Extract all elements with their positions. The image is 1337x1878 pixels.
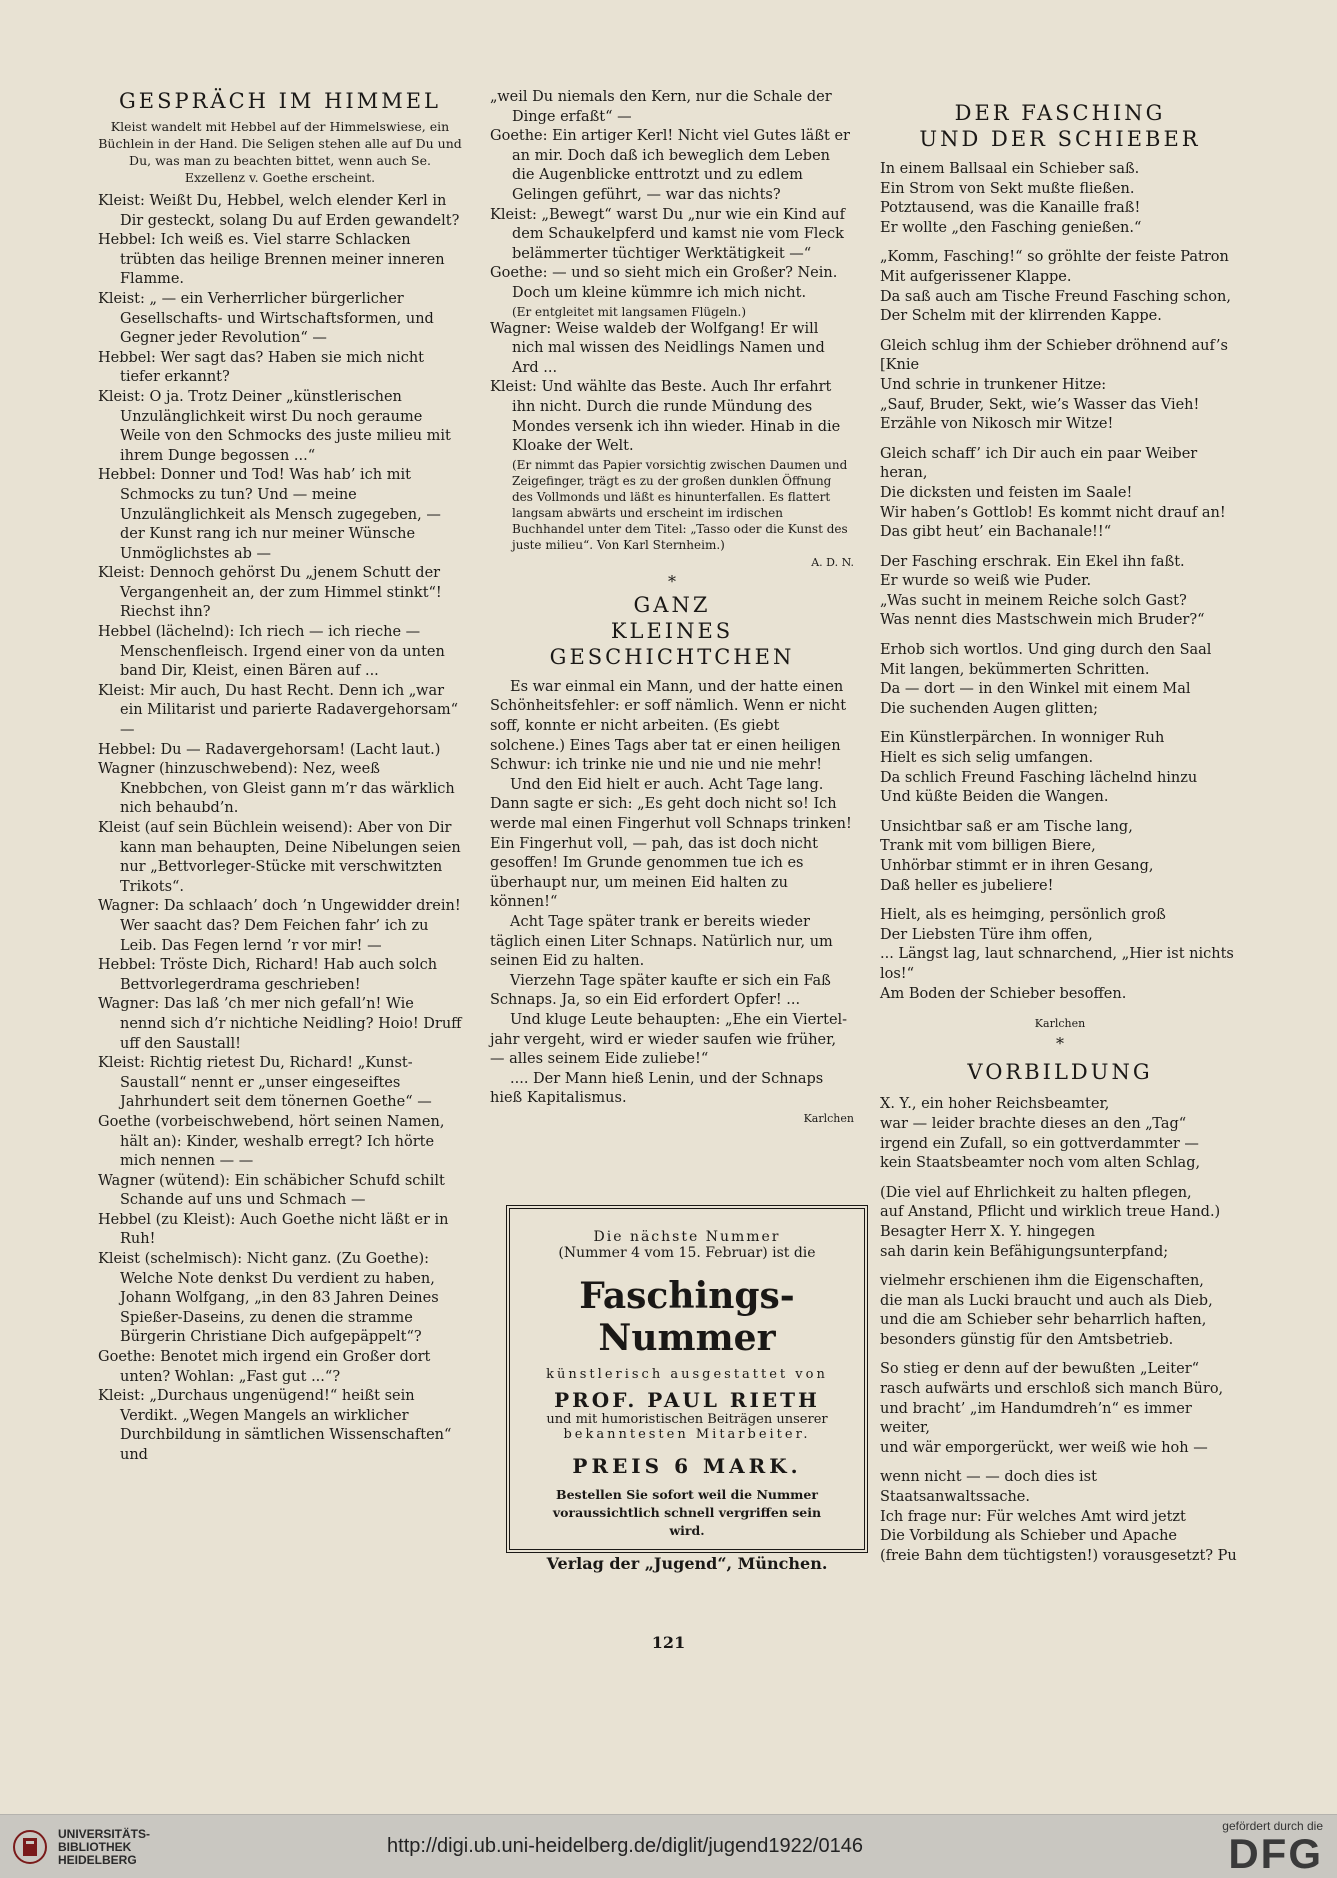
dialogue-line: Goethe: — und so sieht mich ein Großer? Nein. Doch um kleine kümmre ich mich nicht. xyxy=(490,265,838,301)
page-number: 121 xyxy=(651,1633,686,1652)
advert-price: PREIS 6 MARK. xyxy=(572,1454,802,1478)
dialogue-line: Goethe (vorbeischwebend, hört seinen Namen, hält an): Kinder, weshalb erregt? Ich hörte mich nennen — — xyxy=(98,1113,445,1170)
poem-stanza: Gleich schlug ihm der Schieber dröhnend auf’s [Knie Und schrie in trunkener Hitze: „Sauf, Bruder, Sekt, wie’s Wasser das Vieh! Erzähle von Nikosch mir Witze! xyxy=(880,337,1228,433)
article-intro: Kleist wandelt mit Hebbel auf der Himmelswiese, ein Büchlein in der Hand. Die Seligen stehen alle auf Du und Du, was man zu beachten bittet, wenn auch Se. Exzellenz v. Goethe erscheint. xyxy=(98,119,462,185)
story-paragraph: Und kluge Leute behaupten: „Ehe ein Viertel-jahr vergeht, wird er wieder saufen wie früher, — alles seinem Eide zuliebe!“ xyxy=(490,1011,848,1068)
university-logo-icon xyxy=(12,1829,48,1865)
article-title-ganz: GANZ xyxy=(633,592,711,617)
advert-line-6b: bekanntesten Mitarbeiter. xyxy=(563,1427,811,1442)
article-title-geschichtchen: KLEINES GESCHICHTCHEN xyxy=(549,618,795,669)
poem-stanzas xyxy=(880,160,1240,1004)
dialogue-line: Hebbel (zu Kleist): Auch Goethe nicht läßt er in Ruh! xyxy=(98,1211,449,1248)
poem-title-fasching: DER FASCHING xyxy=(954,101,1166,125)
poem-stanza: Der Fasching erschrak. Ein Ekel ihn faßt. Er wurde so weiß wie Puder. „Was sucht in meinem Reiche solch Gast? Was nennt dies Mastschwein mich Bruder?“ xyxy=(880,553,1205,629)
poem-stanza: Ein Künstlerpärchen. In wonniger Ruh Hielt es sich selig umfangen. Da schlich Freund Fasching lächelnd hinzu Und küßte Beiden die Wangen. xyxy=(880,730,1198,806)
library-name-line-2: BIBLIOTHEK xyxy=(58,1840,132,1854)
poem-stanzas-vorbildung xyxy=(880,1095,1240,1566)
dialogue-line: Hebbel (lächelnd): Ich riech — ich rieche — Menschenfleisch. Irgend einer von da unten band Dir, Kleist, einen Bären auf ... xyxy=(98,624,445,680)
article-title-gespraech: GESPRÄCH IM HIMMEL xyxy=(118,89,442,113)
dialogue-line: Kleist (auf sein Büchlein weisend): Aber von Dir kann man behaupten, Deine Nibelungen seien nur „Bettvorleger-Stücke mit verschwitzten Trikots“. xyxy=(98,820,461,895)
right-column xyxy=(880,88,1240,1576)
dialogue-line: Hebbel: Donner und Tod! Was hab’ ich mit Schmocks zu tun? Und — meine Unzulänglichkeit als Mensch zugegeben, — der Kunst rang ich nur meiner Wünsche Unmöglichstes ab — xyxy=(98,467,441,562)
signature-karlchen-2: Karlchen xyxy=(1034,1017,1086,1031)
dialogue-line: Wagner (wütend): Ein schäbicher Schufd schilt Schande auf uns und Schmach — xyxy=(98,1172,445,1209)
dialogue-continuation-2 xyxy=(490,320,854,457)
dialogue-line: Kleist: Und wählte das Beste. Auch Ihr erfahrt ihn nicht. Durch die runde Mündung des Mondes versenk ich ihn wieder. Hinab in die Kloake der Welt. xyxy=(490,379,841,455)
stage-note: (Er nimmt das Papier vorsichtig zwischen Daumen und Zeigefinger, trägt es zu der großen dunklen Öffnung des Vollmonds und läßt es hinunterfallen. Es flattert langsam abwärts und erscheint im irdischen Buchhandel unter dem Titel: „Tasso oder die Kunst des juste milieu“. Von Karl Sternheim.) xyxy=(512,457,848,552)
poem-stanza: (Die viel auf Ehrlichkeit zu halten pflegen, auf Anstand, Pflicht und wirklich treue Hand.) Besagter Herr X. Y. hingegen sah darin kein Befähigungsunterpfand; xyxy=(880,1184,1221,1260)
dialogue-line: Kleist: O ja. Trotz Deiner „künstlerischen Unzulänglichkeit wirst Du noch geraume Weile von den Schmocks des juste milieu mit ihrem Dunge begossen ...“ xyxy=(98,388,451,464)
story-paragraph: Vierzehn Tage später kaufte er sich ein Faß Schnaps. Ja, so ein Eid erfordert Opfer! ... xyxy=(490,972,831,1009)
poem-title-schieber: UND DER SCHIEBER xyxy=(919,127,1201,151)
stage-direction: (Er entgleitet mit langsamen Flügeln.) xyxy=(512,304,746,319)
poem-stanza: So stieg er denn auf der bewußten „Leiter“ rasch aufwärts und erschloß sich manch Büro, und bracht’ „im Handumdreh’n“ es immer weiter, und wär emporgerückt, wer weiß wie hoh — xyxy=(880,1361,1224,1456)
left-column xyxy=(98,88,462,1466)
advert-line-1: Die nächste Nummer xyxy=(593,1229,781,1245)
advert-headline: Faschings-Nummer xyxy=(579,1275,795,1359)
footer-bar xyxy=(0,1814,1337,1878)
section-divider: * xyxy=(668,572,676,592)
dialogue-line: Wagner: Da schlaach’ doch ’n Ungewidder drein! Wer saacht das? Dem Feichen fahr’ ich zu Leib. Das Fegen lernd ’r vor mir! — xyxy=(98,898,461,954)
advert-line-4: künstlerisch ausgestattet von xyxy=(546,1367,828,1382)
poem-stanza: Erhob sich wortlos. Und ging durch den Saal Mit langen, bekümmerten Schritten. Da — dort — in den Winkel mit einem Mal Die suchenden Augen glitten; xyxy=(880,642,1212,717)
poem-stanza: Gleich schaff’ ich Dir auch ein paar Weiber heran, Die dicksten und feisten im Saale! Wir haben’s Gottlob! Es kommt nicht drauf an! Das gibt heut’ ein Bachanale!!“ xyxy=(880,445,1226,541)
dialogue-line: Kleist: „Durchaus ungenügend!“ heißt sein Verdikt. „Wegen Mangels an wirklicher Durchbildung in sämtlichen Wissenschaften“ und xyxy=(98,1388,452,1463)
dialogue-line: Wagner: Weise waldeb der Wolfgang! Er will nich mal wissen des Neidlings Namen und Ard ... xyxy=(490,320,825,376)
story-paragraph: Es war einmal ein Mann, und der hatte einen Schönheitsfehler: er soff nämlich. Wenn er nicht soff, konnte er nicht arbeiten. (Es giebt solchene.) Eines Tags aber tat er einen heiligen Schwur: ich trinke nie und nie und nie mehr! xyxy=(490,678,847,774)
dfg-logo: DFG xyxy=(1228,1830,1323,1877)
poem-stanza: Unsichtbar saß er am Tische lang, Trank mit vom billigen Biere, Unhörbar stimmt er in ihren Gesang, Daß heller es jubeliere! xyxy=(880,818,1154,894)
poem-stanza: X. Y., ein hoher Reichsbeamter, war — leider brachte dieses an den „Tag“ irgend ein Zufall, so ein gottverdammter — kein Staatsbeamter noch vom alten Schlag, xyxy=(880,1096,1201,1172)
poem-stanza: wenn nicht — — doch dies ist Staatsanwaltssache. Ich frage nur: Für welches Amt wird jetzt Die Vorbildung als Schieber und Apache (freie Bahn dem tüchtigsten!) vorausgesetzt? Pu xyxy=(880,1469,1237,1564)
dialogue-line: Kleist: „Bewegt“ warst Du „nur wie ein Kind auf dem Schaukelpferd und kamst nie vom Fleck belämmerter tüchtiger Werktätigkeit —“ xyxy=(490,206,845,262)
signature-karlchen: Karlchen xyxy=(803,1111,854,1125)
advert-line-6: und mit humoristischen Beiträgen unserer xyxy=(546,1412,828,1427)
poem-stanza: „Komm, Fasching!“ so gröhlte der feiste Patron Mit aufgerissener Klappe. Da saß auch am Tische Freund Fasching schon, Der Schelm mit der klirrenden Kappe. xyxy=(880,249,1231,325)
dialogue-line: Hebbel: Ich weiß es. Viel starre Schlacken trübten das heilige Brennen meiner inneren Flamme. xyxy=(98,232,445,288)
advert-box xyxy=(506,1205,868,1573)
poem-stanza: Hielt, als es heimging, persönlich groß Der Liebsten Türe ihm offen, ... Längst lag, laut schnarchend, „Hier ist nichts los!“ Am Boden der Schieber besoffen. xyxy=(880,907,1234,1002)
dialogue-line: Goethe: Ein artiger Kerl! Nicht viel Gutes läßt er an mir. Doch daß ich beweglich dem Leben die Augenblicke enttrotzt und zu edlem Gelingen geführt, — war das nichts? xyxy=(490,128,850,203)
dialogue-line: Hebbel: Du — Radavergehorsam! (Lacht laut.) xyxy=(98,741,441,758)
dialogue-line: Kleist: Richtig rietest Du, Richard! „Kunst-Saustall“ nennt er „unser eingeseiftes Jahrhundert seit dem tönernen Goethe“ — xyxy=(98,1055,432,1111)
dialogue-line: Hebbel: Wer sagt das? Haben sie mich nicht tiefer erkannt? xyxy=(98,349,424,386)
advert-line-2: (Nummer 4 vom 15. Februar) ist die xyxy=(558,1245,816,1261)
dialogue-lines xyxy=(98,192,462,1466)
poem-title-vorbildung: VORBILDUNG xyxy=(967,1060,1153,1085)
advert-order-note: Bestellen Sie sofort weil die Nummer voraussichtlich schnell vergriffen sein wird. xyxy=(552,1487,822,1538)
section-divider-2: * xyxy=(1056,1033,1064,1053)
advert-artist: PROF. PAUL RIETH xyxy=(554,1388,820,1412)
dialogue-line: Kleist: Weißt Du, Hebbel, welch elender Kerl in Dir gesteckt, solang Du auf Erden gewandelt? xyxy=(98,193,460,229)
poem-stanza: In einem Ballsaal ein Schieber saß. Ein Strom von Sekt mußte fließen. Potztausend, was die Kanaille fraß! Er wollte „den Fasching genießen.“ xyxy=(880,161,1142,236)
library-name-line-3: HEIDELBERG xyxy=(58,1853,137,1867)
advert-publisher: Verlag der „Jugend“, München. xyxy=(546,1554,828,1573)
dialogue-line: Kleist (schelmisch): Nicht ganz. (Zu Goethe): Welche Note denkst Du verdient zu haben, Johann Wolfgang, „in den 83 Jahren Deines Spießer-Daseins, zu denen die stramme Bürgerin Christiane Dich aufgepäppelt“? xyxy=(98,1251,439,1346)
middle-column xyxy=(490,88,854,1129)
dialogue-line: „weil Du niemals den Kern, nur die Schale der Dinge erfaßt“ — xyxy=(490,89,832,125)
dialogue-continuation xyxy=(490,88,854,304)
dialogue-line: Kleist: Dennoch gehörst Du „jenem Schutt der Vergangenheit an, der zum Himmel stinkt“! Riechst ihn? xyxy=(98,565,442,621)
library-name xyxy=(58,1828,150,1867)
funded-by-label: gefördert durch die xyxy=(1222,1819,1323,1833)
story-paragraphs xyxy=(490,678,854,1109)
signature-adn: A. D. N. xyxy=(811,555,854,569)
dialogue-line: Goethe: Benotet mich irgend ein Großer dort unten? Wohlan: „Fast gut ...“? xyxy=(98,1349,431,1385)
story-paragraph: Acht Tage später trank er bereits wieder täglich einen Liter Schnaps. Natürlich nur, um seinen Eid zu halten. xyxy=(490,914,833,970)
dialogue-line: Wagner: Das laß ’ch mer nich gefall’n! Wie nennd sich d’r nichtiche Neidling? Hoio! Druff uff den Saustall! xyxy=(98,996,462,1052)
dialogue-line: Kleist: „ — ein Verherrlicher bürgerlicher Gesellschafts- und Wirtschaftsformen, und Gegner jeder Revolution“ — xyxy=(98,290,434,347)
poem-stanza: vielmehr erschienen ihm die Eigenschaften, die man als Lucki braucht und auch als Dieb, und die am Schieber sehr beharrlich haften, besonders günstig für den Amtsbetrieb. xyxy=(880,1273,1213,1348)
dialogue-line: Wagner (hinzuschwebend): Nez, weeß Knebbchen, von Gleist gann m’r das wärklich nich behaubd’n. xyxy=(98,761,455,817)
story-paragraph: .... Der Mann hieß Lenin, und der Schnaps hieß Kapitalismus. xyxy=(490,1070,824,1107)
source-url-link[interactable]: http://digi.ub.uni-heidelberg.de/diglit/jugend1922/0146 xyxy=(387,1835,863,1857)
library-name-line-1: UNIVERSITÄTS- xyxy=(58,1827,151,1841)
dialogue-line: Kleist: Mir auch, Du hast Recht. Denn ich „war ein Militarist und parierte Radavergehorsam“ — xyxy=(98,682,459,739)
story-paragraph: Und den Eid hielt er auch. Acht Tage lang. Dann sagte er sich: „Es geht doch nicht so! Ich werde mal einen Fingerhut voll Schnaps trinken! Ein Fingerhut voll, — pah, das ist doch nicht gesoffen! Im Grunde genommen tue ich es überhaupt nur, um meinen Eid halten zu können!“ xyxy=(490,776,852,911)
dialogue-line: Hebbel: Tröste Dich, Richard! Hab auch solch Bettvorlegerdrama geschrieben! xyxy=(98,957,438,993)
